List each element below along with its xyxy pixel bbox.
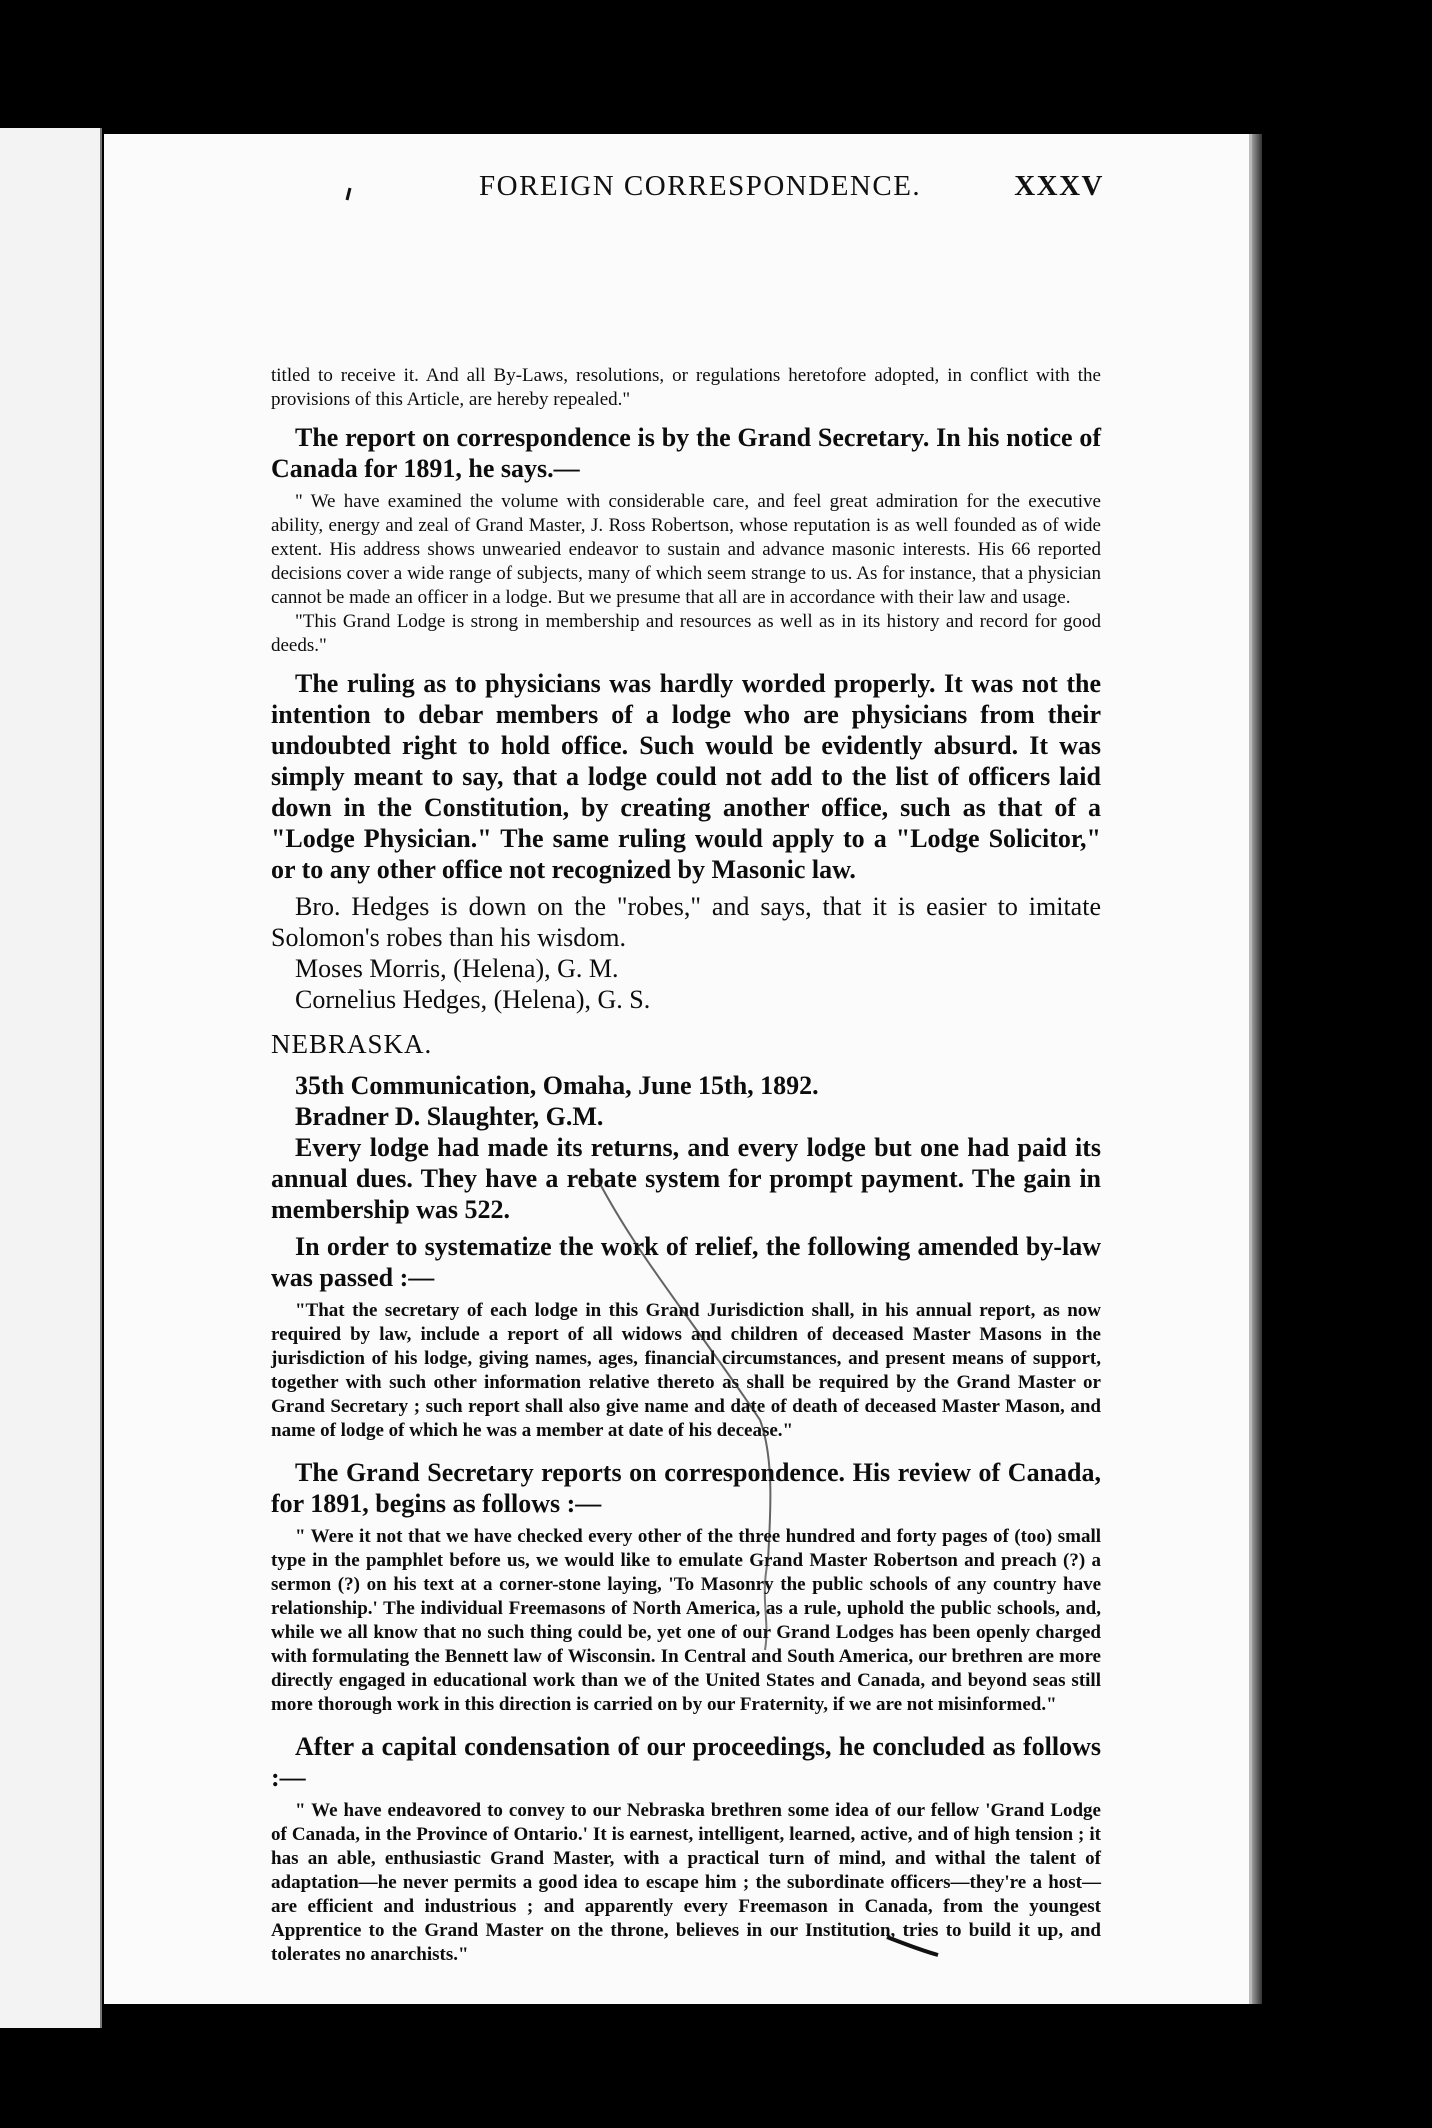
quote-bylaw: "That the secretary of each lodge in this Grand Jurisdiction shall, in his annual report, as now required by law, include a report of all widows and children of deceased Master Masons in the jurisdiction of his lodge, giving names, ages, financial circumstances, and present means of support, together with such other information relative thereto as shall be required by the Grand Master or Grand Secretary ; such report shall also give name and date of death of deceased Master Mason, and name of lodge of which he was a member at date of his decease." [271,1300,1101,1441]
quote-public-schools: " Were it not that we have checked every other of the three hundred and forty pages of (too) small type in the pamphlet before us, we would like to emulate Grand Master Robertson and preach (?) a sermon (?) on his text at a corner-stone laying, 'To Masonry the public schools of any country have relationship.' The individual Freemasons of North America, as a rule, uphold the public schools, and, while we all know that no such thing could be, yet one of our Grand Lodges has been openly charged with formulating the Bennett law of Wisconsin. In Central and South America, our brethren are more directly engaged in educational work than we of the United States and Canada, and beyond seas still more thorough work in this direction is carried on by our Fraternity, if we are not misinformed." [271,1526,1101,1715]
paragraph-correspondence: The Grand Secretary reports on correspondence. His review of Canada, for 1891, begins as follows :— [271,1458,1101,1518]
communication-line: 35th Communication, Omaha, June 15th, 1892. [295,1071,819,1100]
officer-grand-secretary: Cornelius Hedges, (Helena), G. S. [295,985,651,1014]
grand-master-line: Bradner D. Slaughter, G.M. [295,1102,604,1131]
paragraph-report-intro: The report on correspondence is by the Grand Secretary. In his notice of Canada for 1891, he says.— [271,423,1101,483]
quote-nebraska-brethren: " We have endeavored to convey to our Nebraska brethren some idea of our fellow 'Grand Lodge of Canada, in the Province of Ontario.' It is earnest, intelligent, learned, active, and of high tension ; it has an able, enthusiastic Grand Master, with a practical turn of mind, and withal the talent of adaptation—he never permits a good idea to escape him ; the subordinate officers—they're a host—are efficient and industrious ; and apparently every Freemason in Canada, from the youngest Apprentice to the Grand Master on the throne, believes in our Institution, tries to build it up, and tolerates no anarchists." [271,1800,1101,1965]
page-number: XXXV [1014,170,1104,202]
paragraph-relief: In order to systematize the work of relief, the following amended by-law was passed :— [271,1232,1101,1292]
section-heading-nebraska: NEBRASKA. [271,1029,433,1059]
paragraph-robes: Bro. Hedges is down on the "robes," and says, that it is easier to imitate Solomon's robes than his wisdom. [271,892,1101,952]
quote-canada-review: " We have examined the volume with considerable care, and feel great admiration for the executive ability, energy and zeal of Grand Master, J. Ross Robertson, whose reputation is as well founded as of wide extent. His address shows unwearied endeavor to sustain and advance masonic interests. His 66 reported decisions cover a wide range of subjects, many of which seem strange to us. As for instance, that a physician cannot be made an officer in a lodge. But we presume that all are in accordance with their law and usage. [271,491,1101,608]
page-body [271,364,1101,1967]
running-title: FOREIGN CORRESPONDENCE. [479,170,922,202]
quote-grand-lodge-strong: "This Grand Lodge is strong in membership and resources as well as in its history and record for good deeds." [271,611,1101,656]
paragraph-physician-ruling: The ruling as to physicians was hardly worded properly. It was not the intention to debar members of a lodge who are physicians from their undoubted right to hold office. Such would be evidently absurd. It was simply meant to say, that a lodge could not add to the list of officers laid down in the Constitution, by creating another office, such as that of a "Lodge Physician." The same ruling would apply to a "Lodge Solicitor," or to any other office not recognized by Masonic law. [271,669,1101,884]
paragraph-conclusion: After a capital condensation of our proceedings, he concluded as follows :— [271,1732,1101,1792]
officer-grand-master: Moses Morris, (Helena), G. M. [295,954,619,983]
running-header [364,170,1104,210]
facing-page-edge [0,128,102,2028]
paragraph-returns: Every lodge had made its returns, and every lodge but one had paid its annual dues. They have a rebate system for prompt payment. The gain in membership was 522. [271,1133,1101,1224]
page-right-edge [1252,134,1262,2004]
paragraph-continued: titled to receive it. And all By-Laws, resolutions, or regulations heretofore adopted, in conflict with the provisions of this Article, are hereby repealed." [271,365,1101,410]
